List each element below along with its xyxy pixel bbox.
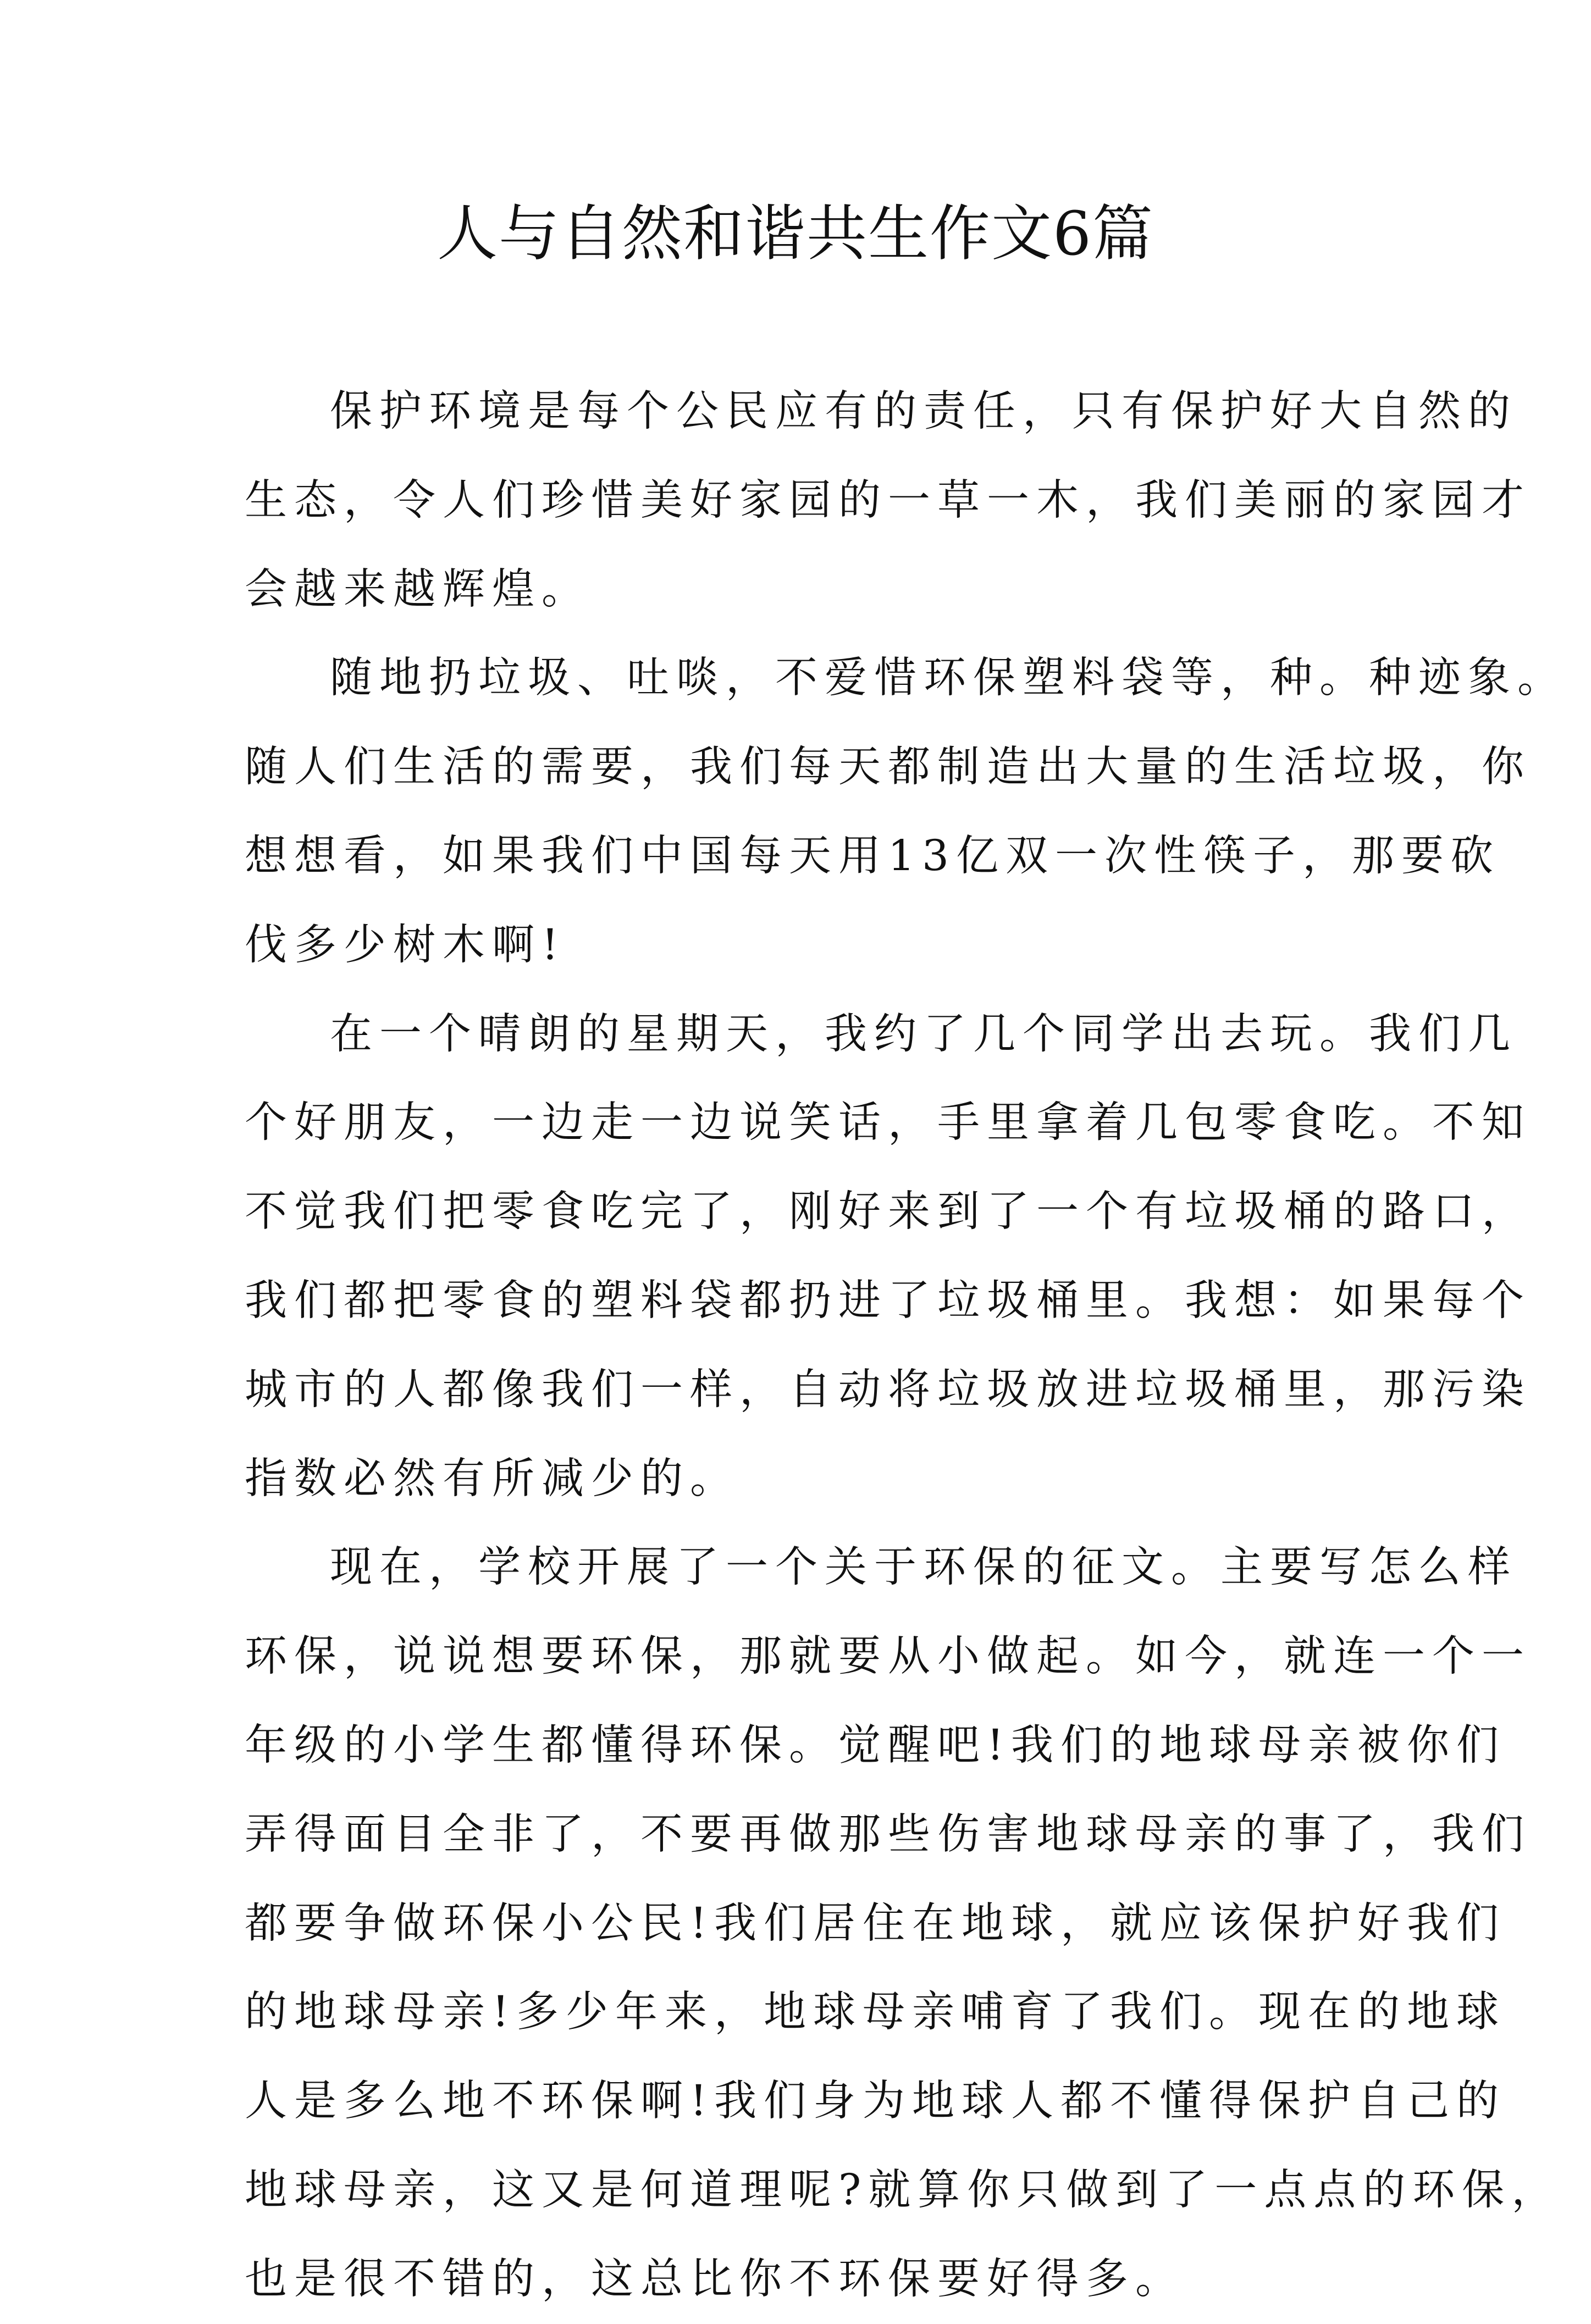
- paragraph-line: 随人们生活的需要，我们每天都制造出大量的生活垃圾，你: [245, 743, 1531, 792]
- paragraph-line: 不觉我们把零食吃完了，刚好来到了一个有垃圾桶的路口，: [245, 1187, 1531, 1237]
- paragraph-first-line: 随地扔垃圾、吐啖，不爱惜环保塑料袋等，种。种迹象。: [330, 654, 1567, 703]
- paragraph-line: 也是很不错的，这总比你不环保要好得多。: [245, 2254, 1185, 2304]
- paragraph-line: 会越来越辉煌。: [245, 565, 591, 614]
- paragraph-line: 都要争做环保小公民!我们居住在地球，就应该保护好我们: [245, 1899, 1506, 1948]
- paragraph-line: 人是多么地不环保啊!我们身为地球人都不懂得保护自己的: [245, 2077, 1506, 2126]
- paragraph-first-line: 保护环境是每个公民应有的责任，只有保护好大自然的: [330, 387, 1517, 436]
- paragraph-line: 年级的小学生都懂得环保。觉醒吧!我们的地球母亲被你们: [245, 1720, 1506, 1770]
- paragraph-line: 的地球母亲!多少年来，地球母亲哺育了我们。现在的地球: [245, 1988, 1506, 2037]
- paragraph-line: 想想看，如果我们中国每天用13亿双一次性筷子，那要砍: [245, 831, 1500, 881]
- paragraph-first-line: 在一个晴朗的星期天，我约了几个同学出去玩。我们几: [330, 1009, 1517, 1059]
- paragraph-line: 我们都把零食的塑料袋都扔进了垃圾桶里。我想：如果每个: [245, 1276, 1531, 1325]
- paragraph-first-line: 现在，学校开展了一个关于环保的征文。主要写怎么样: [330, 1543, 1517, 1592]
- paragraph-line: 伐多少树木啊!: [245, 920, 566, 970]
- paragraph-line: 指数必然有所减少的。: [245, 1454, 739, 1503]
- paragraph-line: 生态，令人们珍惜美好家园的一草一木，我们美丽的家园才: [245, 475, 1531, 525]
- paragraph-line: 环保，说说想要环保，那就要从小做起。如今，就连一个一: [245, 1632, 1531, 1681]
- paragraph-line: 地球母亲，这又是何道理呢?就算你只做到了一点点的环保，: [245, 2165, 1561, 2215]
- paragraph-line: 城市的人都像我们一样，自动将垃圾放进垃圾桶里，那污染: [245, 1365, 1531, 1414]
- paragraph-line: 个好朋友，一边走一边说笑话，手里拿着几包零食吃。不知: [245, 1098, 1531, 1148]
- document-body: [245, 367, 1567, 2324]
- paragraph-line: 弄得面目全非了，不要再做那些伤害地球母亲的事了，我们: [245, 1810, 1531, 1859]
- document-title: 人与自然和谐共生作文6篇: [437, 198, 1154, 269]
